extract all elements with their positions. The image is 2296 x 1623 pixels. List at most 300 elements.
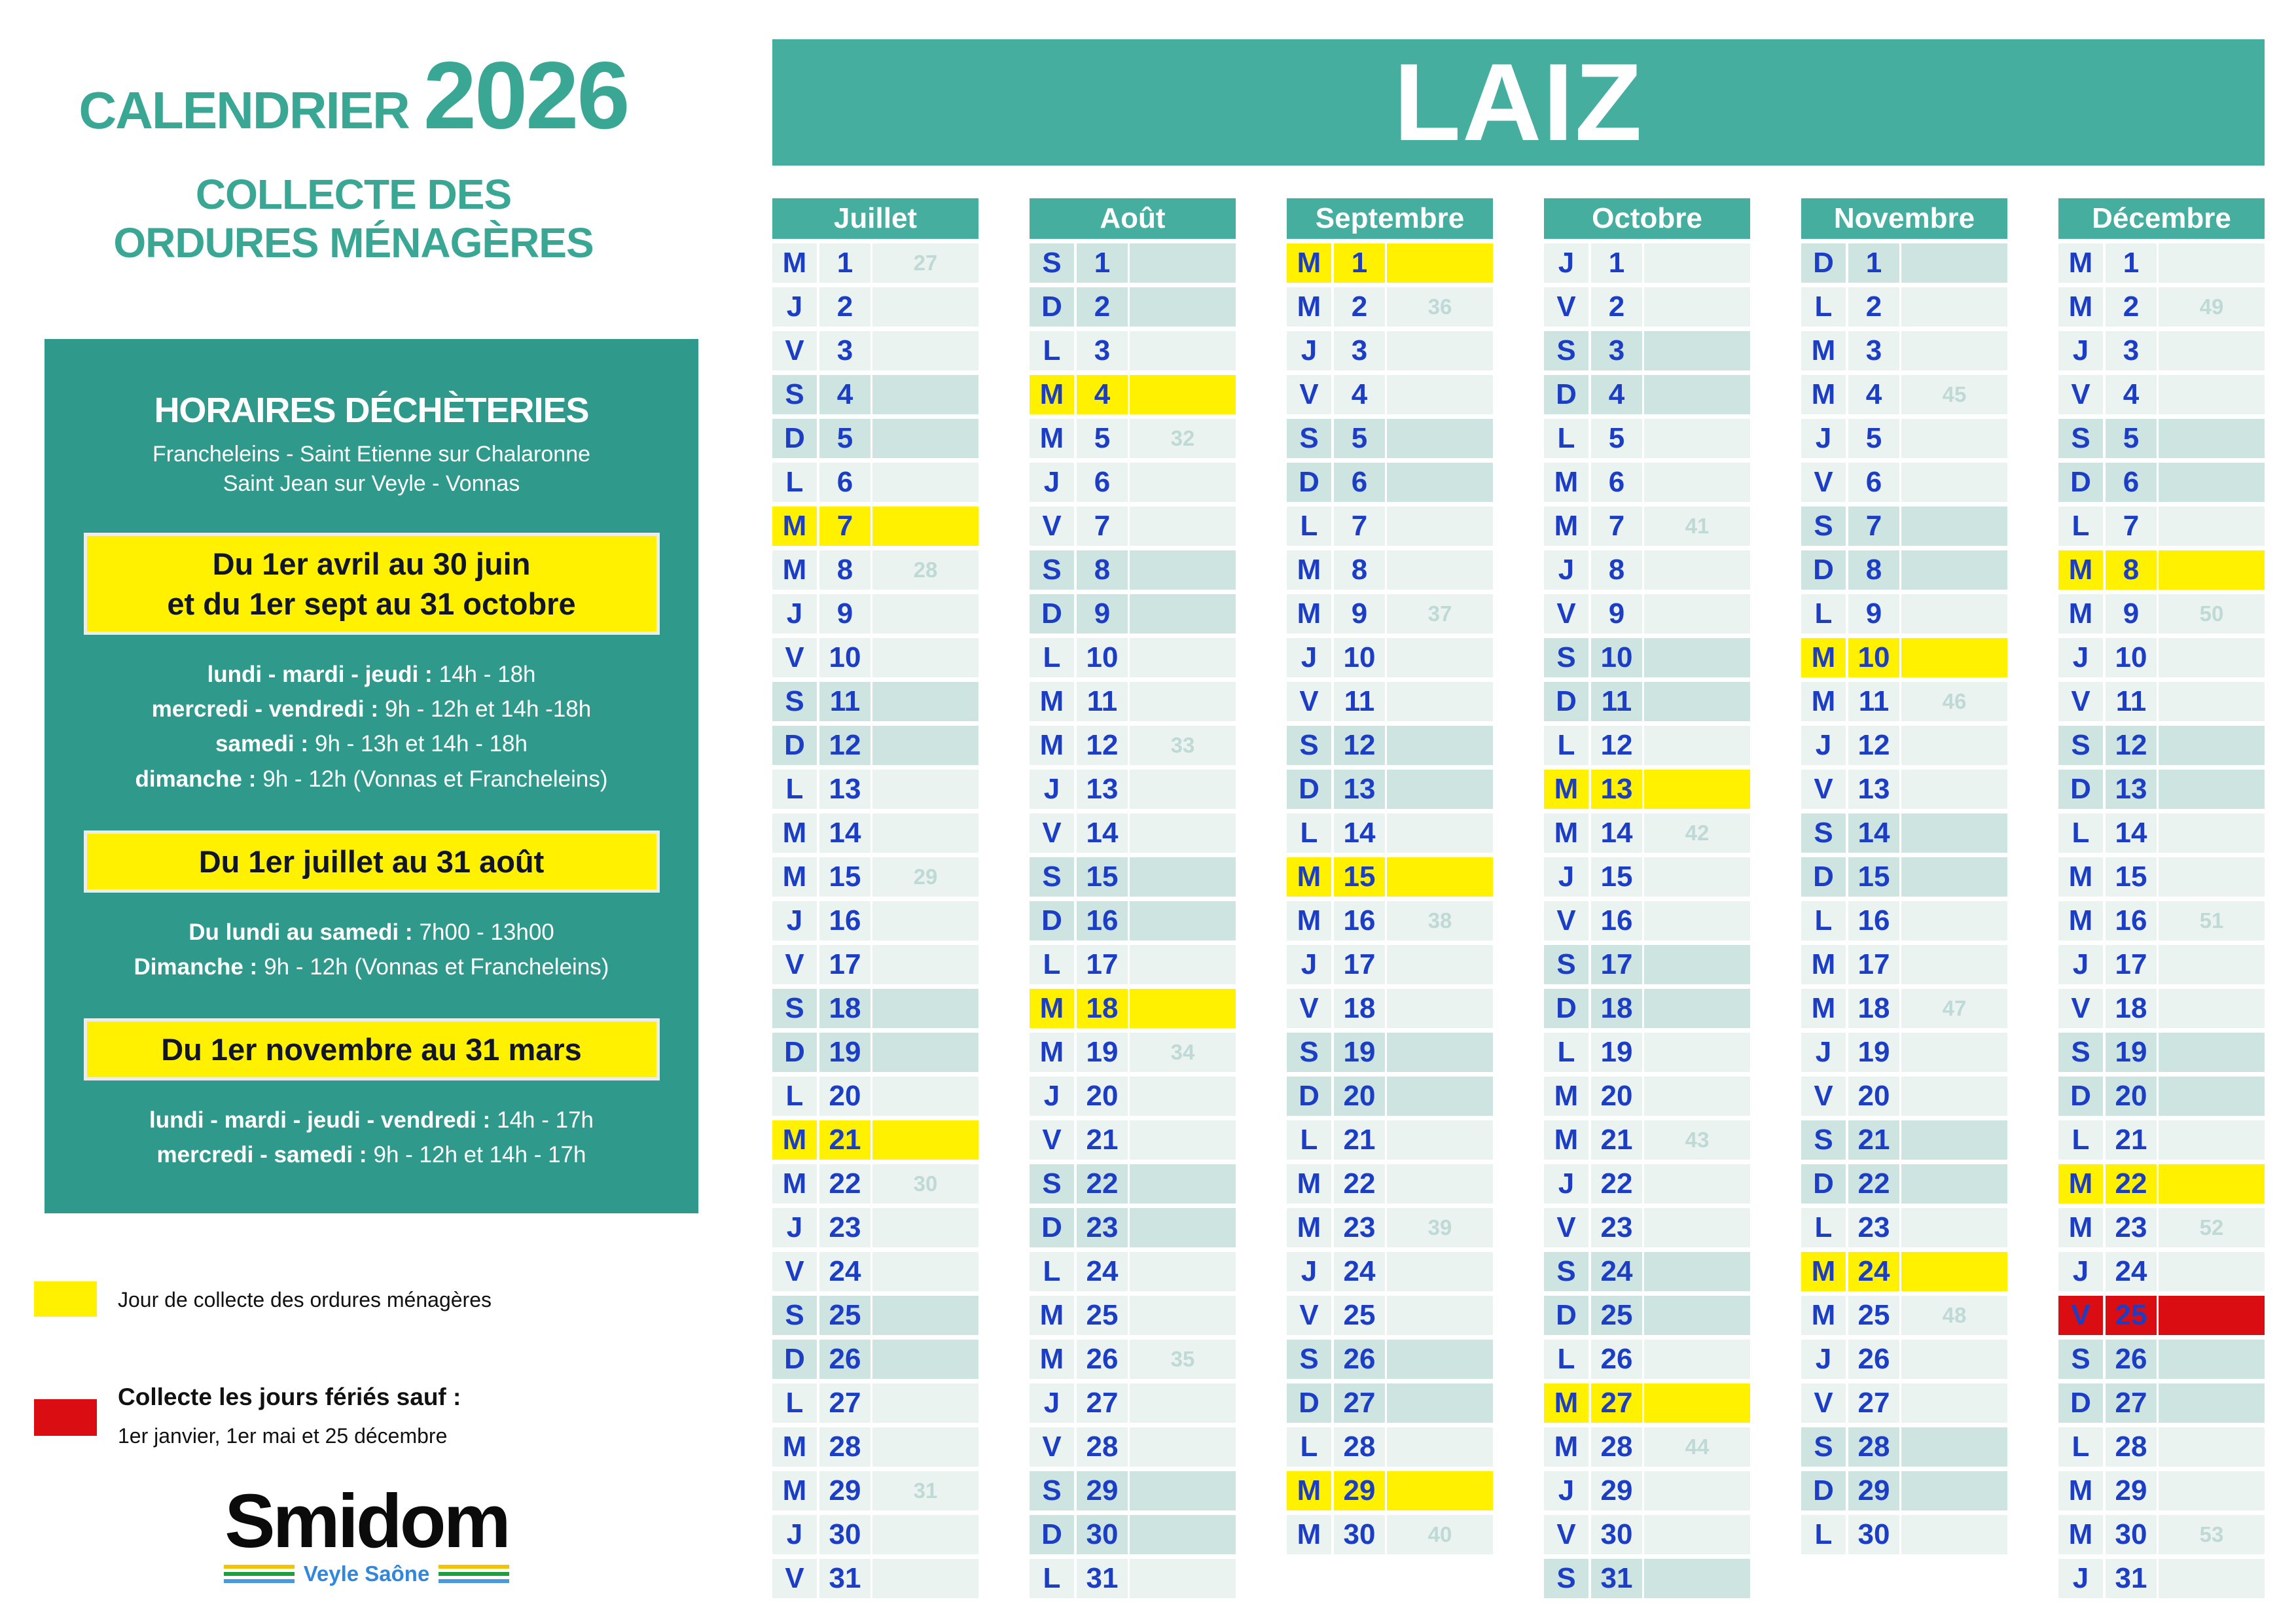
day-letter-cell: M	[1287, 857, 1331, 897]
day-number-cell: 16	[2106, 901, 2157, 940]
schedule-hours: 9h - 12h (Vonnas et Francheleins)	[262, 766, 608, 792]
day-letter-cell: L	[1287, 1120, 1331, 1160]
day-row	[1801, 857, 2007, 897]
day-row	[1801, 1515, 2007, 1554]
day-row	[1287, 726, 1493, 765]
day-row	[1287, 945, 1493, 984]
day-row	[2058, 507, 2265, 546]
day-row	[2058, 287, 2265, 327]
day-letter-cell: L	[1801, 901, 1846, 940]
day-row	[1287, 287, 1493, 327]
day-number-cell: 22	[1334, 1164, 1385, 1204]
day-number-cell: 2	[819, 287, 870, 327]
day-row	[772, 1077, 978, 1116]
week-number-cell	[1130, 550, 1236, 590]
week-number-cell	[1644, 594, 1750, 633]
week-number-cell	[1387, 375, 1493, 414]
day-number-cell: 26	[1077, 1340, 1128, 1379]
week-number-cell	[1901, 1515, 2007, 1554]
day-row	[2058, 945, 2265, 984]
title-line	[26, 41, 681, 151]
week-number-cell	[1901, 1340, 2007, 1379]
day-number-cell: 16	[1334, 901, 1385, 940]
day-number-cell: 1	[1591, 243, 1642, 283]
week-number-cell	[872, 945, 978, 984]
day-number-cell: 16	[819, 901, 870, 940]
week-number-cell	[1901, 857, 2007, 897]
day-number-cell: 24	[819, 1252, 870, 1291]
week-number-cell	[2159, 726, 2265, 765]
day-row	[1287, 1427, 1493, 1467]
day-number-cell: 5	[1077, 419, 1128, 458]
day-number-cell: 26	[1848, 1340, 1899, 1379]
week-number-cell: 31	[872, 1471, 978, 1510]
day-number-cell: 22	[819, 1164, 870, 1204]
day-row	[1287, 1164, 1493, 1204]
day-letter-cell: M	[772, 813, 817, 853]
day-number-cell: 24	[1848, 1252, 1899, 1291]
day-row	[1287, 243, 1493, 283]
day-letter-cell: S	[1287, 419, 1331, 458]
day-letter-cell: D	[1030, 1208, 1074, 1247]
week-number-cell: 44	[1644, 1427, 1750, 1467]
week-number-cell	[1644, 1471, 1750, 1510]
day-row	[2058, 1515, 2265, 1554]
day-letter-cell: D	[1287, 463, 1331, 502]
day-letter-cell: L	[772, 770, 817, 809]
day-number-cell: 6	[819, 463, 870, 502]
day-number-cell: 28	[1591, 1427, 1642, 1467]
day-number-cell: 7	[819, 507, 870, 546]
day-number-cell: 22	[2106, 1164, 2157, 1204]
week-number-cell	[1901, 243, 2007, 283]
day-number-cell: 8	[2106, 550, 2157, 590]
day-number-cell: 6	[1591, 463, 1642, 502]
day-row	[772, 989, 978, 1028]
day-number-cell: 18	[1848, 989, 1899, 1028]
period-schedule-3	[45, 1103, 698, 1172]
day-number-cell: 6	[1848, 463, 1899, 502]
week-number-cell: 29	[872, 857, 978, 897]
period-banner-2	[84, 830, 660, 893]
day-row	[1544, 813, 1750, 853]
week-number-cell	[1644, 1340, 1750, 1379]
day-number-cell: 2	[2106, 287, 2157, 327]
week-number-cell	[872, 1033, 978, 1072]
day-letter-cell: D	[1801, 1471, 1846, 1510]
day-number-cell: 15	[1591, 857, 1642, 897]
day-number-cell: 13	[2106, 770, 2157, 809]
day-number-cell: 30	[1591, 1515, 1642, 1554]
day-letter-cell: L	[1801, 1515, 1846, 1554]
day-row	[1801, 1077, 2007, 1116]
day-letter-cell: L	[2058, 813, 2103, 853]
day-number-cell: 18	[1591, 989, 1642, 1028]
week-number-cell	[2159, 682, 2265, 721]
week-number-cell	[1644, 638, 1750, 677]
day-letter-cell: M	[1287, 243, 1331, 283]
day-letter-cell: V	[772, 1252, 817, 1291]
day-row	[1801, 594, 2007, 633]
day-letter-cell: V	[1544, 287, 1588, 327]
day-letter-cell: S	[2058, 1033, 2103, 1072]
day-letter-cell: J	[1287, 1252, 1331, 1291]
day-letter-cell: V	[1801, 1077, 1846, 1116]
day-letter-cell: M	[1801, 1296, 1846, 1335]
day-number-cell: 9	[1077, 594, 1128, 633]
day-letter-cell: M	[772, 507, 817, 546]
day-number-cell: 4	[1848, 375, 1899, 414]
week-number-cell	[1130, 1383, 1236, 1423]
day-number-cell: 10	[1334, 638, 1385, 677]
week-number-cell	[1644, 945, 1750, 984]
day-number-cell: 1	[1848, 243, 1899, 283]
day-row	[1287, 989, 1493, 1028]
month-header-novembre: Novembre	[1801, 198, 2007, 239]
schedule-hours: 9h - 12h (Vonnas et Francheleins)	[264, 954, 609, 980]
week-number-cell	[1387, 1252, 1493, 1291]
day-number-cell: 19	[819, 1033, 870, 1072]
months-grid	[772, 198, 2265, 1603]
day-number-cell: 11	[1591, 682, 1642, 721]
day-letter-cell: D	[1801, 857, 1846, 897]
day-letter-cell: J	[772, 287, 817, 327]
week-number-cell	[1644, 857, 1750, 897]
subtitle-line-1: COLLECTE DES	[195, 171, 512, 218]
day-row	[1030, 1515, 1236, 1554]
week-number-cell	[2159, 463, 2265, 502]
day-letter-cell: V	[2058, 375, 2103, 414]
day-row	[1287, 1077, 1493, 1116]
day-row	[1544, 331, 1750, 370]
day-letter-cell: L	[1287, 813, 1331, 853]
day-number-cell: 31	[1077, 1559, 1128, 1598]
day-number-cell: 4	[1334, 375, 1385, 414]
period-banner-3	[84, 1018, 660, 1080]
day-letter-cell: S	[1030, 1471, 1074, 1510]
day-row	[1801, 945, 2007, 984]
day-number-cell: 3	[1848, 331, 1899, 370]
day-row	[1544, 1471, 1750, 1510]
day-number-cell: 3	[1077, 331, 1128, 370]
week-number-cell	[1130, 243, 1236, 283]
day-letter-cell: V	[1030, 1427, 1074, 1467]
month-decembre	[2058, 198, 2265, 1603]
day-number-cell: 29	[819, 1471, 870, 1510]
logo-stripes-right-icon	[439, 1565, 509, 1583]
day-number-cell: 14	[1077, 813, 1128, 853]
day-row	[772, 419, 978, 458]
day-row	[1287, 463, 1493, 502]
week-number-cell	[1644, 770, 1750, 809]
day-letter-cell: M	[1544, 1383, 1588, 1423]
week-number-cell	[1130, 1559, 1236, 1598]
day-letter-cell: S	[2058, 419, 2103, 458]
day-number-cell: 4	[819, 375, 870, 414]
day-row	[1544, 638, 1750, 677]
week-number-cell: 39	[1387, 1208, 1493, 1247]
day-row	[1030, 1296, 1236, 1335]
day-number-cell: 21	[1591, 1120, 1642, 1160]
day-number-cell: 10	[1848, 638, 1899, 677]
day-row	[1287, 1252, 1493, 1291]
day-number-cell: 11	[819, 682, 870, 721]
day-row	[772, 901, 978, 940]
day-number-cell: 11	[1077, 682, 1128, 721]
week-number-cell	[1130, 331, 1236, 370]
legend-yellow-swatch	[34, 1281, 97, 1317]
day-letter-cell: M	[1030, 726, 1074, 765]
day-row	[1544, 375, 1750, 414]
commune-name: LAIZ	[1393, 41, 1643, 164]
day-number-cell: 5	[1334, 419, 1385, 458]
day-number-cell: 22	[1077, 1164, 1128, 1204]
week-number-cell	[1387, 813, 1493, 853]
period-schedule-2	[45, 915, 698, 984]
day-row	[1287, 594, 1493, 633]
day-row	[1030, 1383, 1236, 1423]
day-row	[1801, 1252, 2007, 1291]
day-letter-cell: M	[1287, 1471, 1331, 1510]
week-number-cell	[2159, 1077, 2265, 1116]
day-letter-cell: M	[1801, 638, 1846, 677]
day-letter-cell: V	[1801, 463, 1846, 502]
week-number-cell	[1901, 1033, 2007, 1072]
day-row	[1801, 901, 2007, 940]
day-number-cell: 9	[1334, 594, 1385, 633]
day-number-cell: 9	[1848, 594, 1899, 633]
logo-stripes-left-icon	[224, 1565, 295, 1583]
day-letter-cell: J	[2058, 1252, 2103, 1291]
day-row	[1030, 594, 1236, 633]
day-letter-cell: J	[1030, 1077, 1074, 1116]
week-number-cell	[872, 813, 978, 853]
day-number-cell: 28	[819, 1427, 870, 1467]
day-letter-cell: V	[1544, 1515, 1588, 1554]
day-number-cell: 20	[1591, 1077, 1642, 1116]
day-number-cell: 16	[1077, 901, 1128, 940]
month-header-aout: Août	[1030, 198, 1236, 239]
legend-red-swatch	[34, 1399, 97, 1436]
day-letter-cell: M	[1287, 550, 1331, 590]
day-letter-cell: V	[2058, 989, 2103, 1028]
day-row	[772, 770, 978, 809]
day-number-cell: 24	[1077, 1252, 1128, 1291]
day-letter-cell: L	[1030, 331, 1074, 370]
month-octobre	[1544, 198, 1750, 1603]
day-number-cell: 5	[819, 419, 870, 458]
day-number-cell: 7	[1334, 507, 1385, 546]
day-letter-cell: M	[2058, 1164, 2103, 1204]
day-row	[2058, 463, 2265, 502]
day-letter-cell: S	[772, 989, 817, 1028]
day-row	[772, 463, 978, 502]
week-number-cell	[1387, 638, 1493, 677]
week-number-cell: 53	[2159, 1515, 2265, 1554]
poster-title	[26, 41, 681, 267]
day-row	[2058, 813, 2265, 853]
schedule-days: samedi :	[215, 731, 309, 757]
week-number-cell	[1387, 419, 1493, 458]
week-number-cell	[1387, 331, 1493, 370]
day-letter-cell: V	[1287, 375, 1331, 414]
day-letter-cell: M	[2058, 550, 2103, 590]
day-number-cell: 18	[1334, 989, 1385, 1028]
day-row	[1030, 682, 1236, 721]
day-row	[1030, 989, 1236, 1028]
week-number-cell	[2159, 989, 2265, 1028]
day-row	[1544, 1427, 1750, 1467]
day-row	[1544, 945, 1750, 984]
day-number-cell: 23	[1334, 1208, 1385, 1247]
day-letter-cell: M	[1544, 1120, 1588, 1160]
week-number-cell	[1130, 901, 1236, 940]
day-row	[1801, 1471, 2007, 1510]
period-banner-line: Du 1er juillet au 31 août	[198, 844, 545, 879]
day-row	[1544, 1033, 1750, 1072]
day-number-cell: 3	[819, 331, 870, 370]
day-letter-cell: J	[1544, 857, 1588, 897]
day-row	[1801, 287, 2007, 327]
day-row	[2058, 1559, 2265, 1598]
day-row	[772, 945, 978, 984]
day-letter-cell: L	[1801, 287, 1846, 327]
week-number-cell	[1130, 463, 1236, 502]
day-row	[1544, 901, 1750, 940]
week-number-cell	[2159, 331, 2265, 370]
week-number-cell	[872, 287, 978, 327]
week-number-cell	[1901, 638, 2007, 677]
day-letter-cell: J	[1801, 1340, 1846, 1379]
day-letter-cell: L	[1030, 1252, 1074, 1291]
day-letter-cell: J	[1544, 1471, 1588, 1510]
week-number-cell: 49	[2159, 287, 2265, 327]
day-row	[772, 1252, 978, 1291]
day-letter-cell: M	[1801, 989, 1846, 1028]
week-number-cell	[872, 331, 978, 370]
week-number-cell	[872, 1427, 978, 1467]
day-letter-cell: M	[1287, 1164, 1331, 1204]
smidom-logo-tagline-row	[203, 1561, 530, 1586]
day-letter-cell: M	[1801, 331, 1846, 370]
day-letter-cell: V	[772, 331, 817, 370]
day-row	[1544, 1077, 1750, 1116]
day-letter-cell: L	[1287, 507, 1331, 546]
day-letter-cell: J	[1801, 726, 1846, 765]
day-row	[1287, 419, 1493, 458]
day-number-cell: 13	[1591, 770, 1642, 809]
week-number-cell	[872, 507, 978, 546]
day-row	[1030, 375, 1236, 414]
decheteries-periods	[45, 533, 698, 1173]
week-number-cell	[872, 375, 978, 414]
day-row	[772, 1559, 978, 1598]
week-number-cell: 27	[872, 243, 978, 283]
day-row	[772, 287, 978, 327]
week-number-cell	[1644, 1252, 1750, 1291]
day-letter-cell: V	[1030, 813, 1074, 853]
day-row	[1030, 287, 1236, 327]
day-number-cell: 2	[1077, 287, 1128, 327]
day-row	[1030, 331, 1236, 370]
day-letter-cell: J	[1544, 550, 1588, 590]
week-number-cell	[1130, 287, 1236, 327]
month-header-octobre: Octobre	[1544, 198, 1750, 239]
day-number-cell: 9	[1591, 594, 1642, 633]
day-number-cell: 6	[2106, 463, 2157, 502]
day-row	[772, 1427, 978, 1467]
day-row	[1801, 1340, 2007, 1379]
week-number-cell	[872, 1120, 978, 1160]
day-letter-cell: D	[1287, 1077, 1331, 1116]
day-row	[1287, 813, 1493, 853]
day-row	[1030, 901, 1236, 940]
day-row	[1287, 1515, 1493, 1554]
day-number-cell: 12	[1848, 726, 1899, 765]
week-number-cell	[1387, 945, 1493, 984]
day-row	[1287, 1471, 1493, 1510]
day-letter-cell: M	[1287, 1515, 1331, 1554]
day-number-cell: 21	[819, 1120, 870, 1160]
day-number-cell: 17	[1591, 945, 1642, 984]
week-number-cell	[2159, 945, 2265, 984]
week-number-cell	[1130, 1208, 1236, 1247]
week-number-cell	[1644, 1296, 1750, 1335]
week-number-cell	[1901, 813, 2007, 853]
subtitle-line-2: ORDURES MÉNAGÈRES	[113, 219, 594, 267]
day-letter-cell: M	[2058, 901, 2103, 940]
day-letter-cell: J	[1287, 945, 1331, 984]
day-letter-cell: V	[2058, 682, 2103, 721]
commune-banner	[772, 39, 2265, 166]
week-number-cell	[1387, 1471, 1493, 1510]
week-number-cell	[1644, 901, 1750, 940]
day-number-cell: 16	[1848, 901, 1899, 940]
week-number-cell: 42	[1644, 813, 1750, 853]
day-row	[1030, 1559, 1236, 1598]
week-number-cell: 46	[1901, 682, 2007, 721]
day-number-cell: 15	[2106, 857, 2157, 897]
week-number-cell	[872, 1559, 978, 1598]
day-letter-cell: S	[1544, 945, 1588, 984]
day-letter-cell: V	[772, 1559, 817, 1598]
day-row	[1544, 419, 1750, 458]
day-number-cell: 20	[1848, 1077, 1899, 1116]
title-year: 2026	[423, 42, 628, 149]
day-row	[1801, 550, 2007, 590]
week-number-cell	[1130, 1252, 1236, 1291]
week-number-cell	[2159, 419, 2265, 458]
day-letter-cell: D	[1287, 770, 1331, 809]
schedule-line	[45, 1103, 698, 1137]
schedule-hours: 9h - 12h et 14h -18h	[384, 696, 592, 722]
week-number-cell	[1644, 550, 1750, 590]
day-row	[772, 1340, 978, 1379]
day-row	[1030, 770, 1236, 809]
day-row	[2058, 989, 2265, 1028]
day-number-cell: 30	[819, 1515, 870, 1554]
day-row	[1544, 463, 1750, 502]
day-row	[1030, 1252, 1236, 1291]
day-row	[1801, 726, 2007, 765]
day-number-cell: 7	[1077, 507, 1128, 546]
day-row	[772, 638, 978, 677]
day-letter-cell: S	[1030, 550, 1074, 590]
day-row	[772, 813, 978, 853]
week-number-cell	[1387, 1033, 1493, 1072]
day-letter-cell: D	[772, 419, 817, 458]
day-letter-cell: V	[1544, 1208, 1588, 1247]
